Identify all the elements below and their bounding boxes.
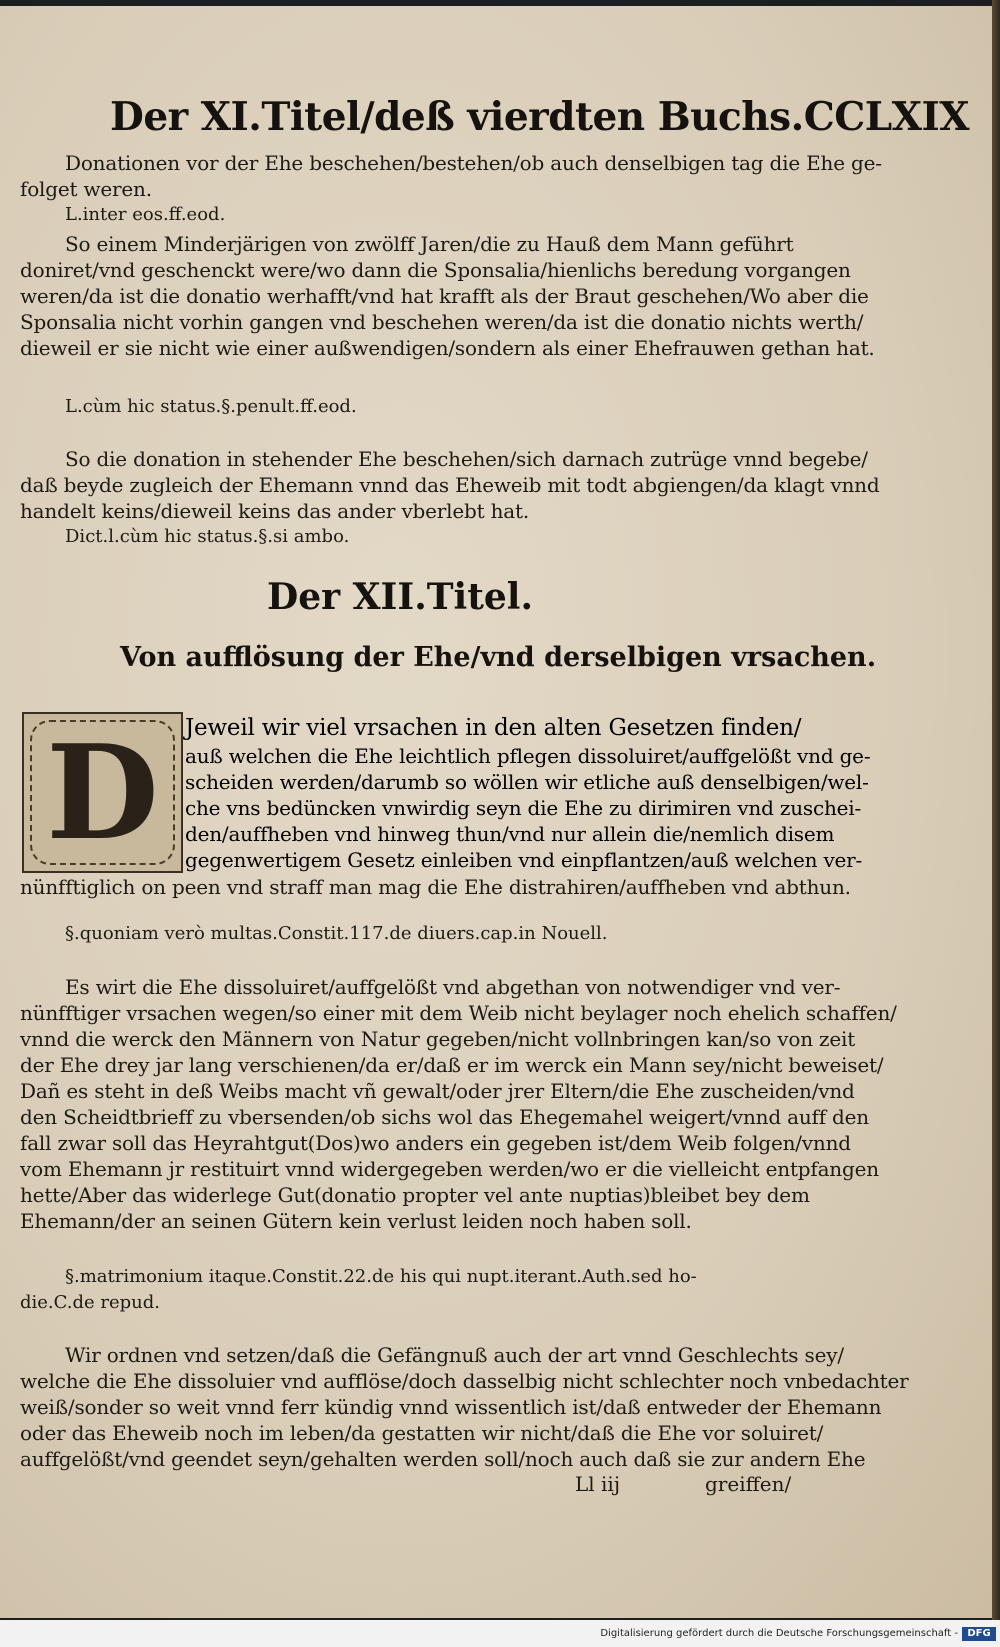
text-line: Ehemann/der an seinen Gütern kein verlust leiden noch haben soll. (20, 1209, 692, 1233)
text-line: Jeweil wir viel vrsachen in den alten Gesetzen finden/ (185, 715, 802, 741)
text-line: che vns bedüncken vnwirdig seyn die Ehe zu dirimiren vnd zuschei- (185, 796, 862, 820)
text-line: nünfftiglich on peen vnd straff man mag die Ehe distrahiren/auffheben vnd abthun. (20, 875, 851, 899)
text-line: folget weren. (20, 177, 152, 201)
text-line: doniret/vnd geschenckt were/wo dann die Sponsalia/hienlichs beredung vorgangen (20, 258, 851, 282)
text-line: auß welchen die Ehe leichtlich pflegen dissoluiret/auffgelößt vnd ge- (185, 744, 871, 768)
text-line: den/auffheben vnd hinweg thun/vnd nur allein die/nemlich disem (185, 822, 835, 846)
text-line: daß beyde zugleich der Ehemann vnnd das Eheweib mit todt abgiengen/da klagt vnnd (20, 473, 880, 497)
text-line: dieweil er sie nicht wie einer außwendigen/sondern als einer Ehefrauwen gethan hat. (20, 336, 875, 360)
paragraph-5 (20, 974, 897, 1234)
text-line: vnnd die werck den Männern von Natur gegeben/nicht vollnbringen kan/so von zeit (20, 1027, 856, 1051)
paragraph-2 (20, 231, 875, 361)
citation: die.C.de repud. (20, 1292, 161, 1313)
section-title: Der XII.Titel. (267, 576, 533, 618)
citation: §.quoniam verò multas.Constit.117.de diuers.cap.in Nouell. (65, 923, 608, 944)
folio-number: CCLXIX (803, 94, 969, 140)
paragraph-1 (20, 150, 882, 228)
citation: Dict.l.cùm hic status.§.si ambo. (65, 526, 350, 547)
text-line: handelt keins/dieweil keins das ander vberlebt hat. (20, 499, 529, 523)
text-line: weren/da ist die donatio werhafft/vnd hat krafft als der Braut geschehen/Wo aber die (20, 284, 869, 308)
text-line: Sponsalia nicht vorhin gangen vnd beschehen weren/da ist die donatio nichts werth/ (20, 310, 864, 334)
paragraph-6 (20, 1342, 909, 1472)
book-page (0, 6, 992, 1618)
paragraph-4-end (20, 874, 851, 900)
text-line: fall zwar soll das Heyrahtgut(Dos)wo anders ein gegeben ist/dem Weib folgen/vnnd (20, 1131, 851, 1155)
citation: §.matrimonium itaque.Constit.22.de his qui nupt.iterant.Auth.sed ho- (65, 1266, 697, 1287)
signature-mark: Ll iij (575, 1472, 621, 1496)
initial-letter: D (46, 716, 159, 869)
text-line: So die donation in stehender Ehe beschehen/sich darnach zutrüge vnnd begebe/ (65, 447, 868, 471)
text-line: Wir ordnen vnd setzen/daß die Gefängnuß auch der art vnnd Geschlechts sey/ (65, 1343, 844, 1367)
text-line: Donationen vor der Ehe beschehen/bestehen/ob auch denselbigen tag die Ehe ge- (65, 151, 882, 175)
citation: L.cùm hic status.§.penult.ff.eod. (65, 396, 357, 417)
text-line: auffgelößt/vnd geendet seyn/gehalten werden soll/noch auch daß sie zur andern Ehe (20, 1447, 866, 1471)
section-subtitle: Von aufflösung der Ehe/vnd derselbigen vrsachen. (120, 642, 877, 673)
paragraph-4 (185, 713, 871, 873)
text-line: hette/Aber das widerlege Gut(donatio propter vel ante nuptias)bleibet bey dem (20, 1183, 810, 1207)
text-line: welche die Ehe dissoluier vnd aufflöse/doch dasselbig nicht schlechter noch vnbedachter (20, 1369, 909, 1393)
catchword: greiffen/ (705, 1472, 792, 1496)
text-line: oder das Eheweib noch im leben/da gestatten wir nicht/daß die Ehe vor soluiret/ (20, 1421, 824, 1445)
dfg-logo: DFG (962, 1627, 996, 1641)
text-line: vom Ehemann jr restituirt vnnd widergegeben werden/wo er die vielleicht entpfangen (20, 1157, 879, 1181)
running-header-title: Der XI.Titel/deß vierdten Buchs. (110, 94, 804, 140)
text-line: So einem Minderjärigen von zwölff Jaren/die zu Hauß dem Mann geführt (65, 232, 794, 256)
text-line: den Scheidtbrieff zu vbersenden/ob sichs wol das Ehegemahel weigert/vnnd auff den (20, 1105, 869, 1129)
text-line: Es wirt die Ehe dissoluiret/auffgelößt vnd abgethan von notwendiger vnd ver- (65, 975, 841, 999)
running-header (110, 94, 969, 140)
footer-credit: Digitalisierung gefördert durch die Deutsche Forschungsgemeinschaft - (600, 1628, 958, 1639)
text-line: nünfftiger vrsachen wegen/so einer mit dem Weib nicht beylager noch ehelich schaffen/ (20, 1001, 897, 1025)
text-line: scheiden werden/darumb so wöllen wir etliche auß denselbigen/wel- (185, 770, 869, 794)
text-line: der Ehe drey jar lang verschienen/da er/daß er im werck ein Mann sey/nicht beweiset/ (20, 1053, 884, 1077)
citation: L.inter eos.ff.eod. (65, 204, 226, 225)
text-line: weiß/sonder so weit vnnd ferr kündig vnnd wissentlich ist/daß entweder der Ehemann (20, 1395, 882, 1419)
text-line: gegenwertigem Gesetz einleiben vnd einpflantzen/auß welchen ver- (185, 848, 863, 872)
ornamental-initial (22, 712, 183, 873)
text-line: Dañ es steht in deß Weibs macht vñ gewalt/oder jrer Eltern/die Ehe zuscheiden/vnd (20, 1079, 855, 1103)
book-edge (992, 0, 1000, 1620)
paragraph-3 (20, 446, 880, 550)
citation-block (20, 1264, 790, 1316)
